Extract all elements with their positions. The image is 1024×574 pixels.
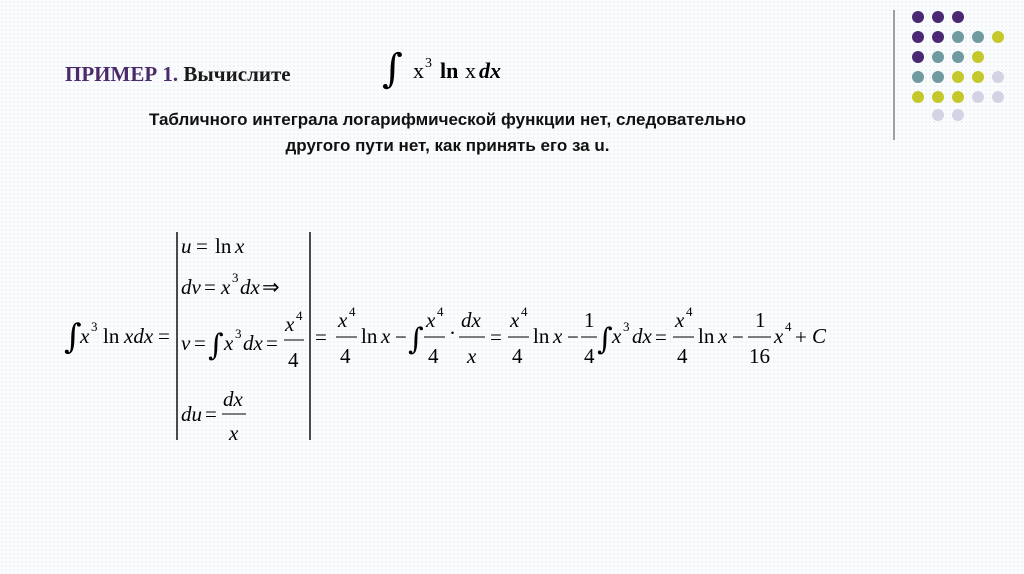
math-u: u <box>181 234 192 258</box>
math-sixteen: 16 <box>749 344 770 368</box>
math-x: x <box>224 331 234 355</box>
math-exp: 4 <box>785 319 792 334</box>
math-exp: 3 <box>235 326 242 341</box>
math-eq: = <box>315 325 327 349</box>
math-eq: = <box>490 325 502 349</box>
math-exp: 3 <box>623 319 630 334</box>
math-x: x <box>510 308 520 332</box>
math-exp: 3 <box>91 319 98 334</box>
math-four: 4 <box>340 344 351 368</box>
header-base-x: x <box>413 58 424 83</box>
math-x: x <box>221 275 231 299</box>
header-ln: ln <box>440 58 459 83</box>
math-exp: 4 <box>437 304 444 319</box>
math-ln: ln <box>533 324 550 348</box>
math-exp: 4 <box>521 304 528 319</box>
math-xdx: xdx <box>124 324 154 348</box>
math-plus: + <box>795 325 807 349</box>
math-v: v <box>181 331 191 355</box>
math-minus: − <box>395 325 407 349</box>
math-four: 4 <box>512 344 523 368</box>
integral-sign: ∫ <box>597 322 613 357</box>
math-x: x <box>553 324 563 348</box>
math-eq: = <box>196 234 208 258</box>
math-ln: ln <box>103 324 120 348</box>
math-exp: 4 <box>686 304 693 319</box>
math-x: x <box>612 324 622 348</box>
integral-sign: ∫ <box>208 328 224 363</box>
math-eq: = <box>655 325 667 349</box>
header-exponent: 3 <box>425 56 432 71</box>
math-x: x <box>381 324 391 348</box>
math-x: x <box>235 234 245 258</box>
math-one: 1 <box>755 308 766 332</box>
math-eq: = <box>204 275 216 299</box>
description-line-1: Табличного интеграла логарифмической функции нет, следовательно <box>148 110 746 129</box>
math-eq: = <box>158 324 170 348</box>
math-x: x <box>338 308 348 332</box>
math-constant-c: C <box>812 324 827 348</box>
math-ln: ln <box>215 234 232 258</box>
math-dot: · <box>449 321 456 345</box>
math-du: du <box>181 402 202 426</box>
math-one: 1 <box>584 308 595 332</box>
math-dx: dx <box>243 331 263 355</box>
math-x: x <box>426 308 436 332</box>
math-dx: dx <box>632 324 652 348</box>
compute-label: Вычислите <box>183 62 291 86</box>
header-dx: dx <box>479 58 501 83</box>
math-x: x <box>467 344 477 368</box>
math-eq: = <box>194 331 206 355</box>
math-minus: − <box>567 325 579 349</box>
description-line-2: другого пути нет, как принять его за u. <box>285 136 610 155</box>
math-implies: ⇒ <box>262 275 280 299</box>
math-eq: = <box>205 402 217 426</box>
math-ln: ln <box>361 324 378 348</box>
header-var: x <box>465 58 476 83</box>
math-x: x <box>229 421 239 445</box>
math-ln: ln <box>698 324 715 348</box>
math-exp: 4 <box>296 308 303 323</box>
math-dv: dv <box>181 275 201 299</box>
math-eq: = <box>266 331 278 355</box>
math-four: 4 <box>677 344 688 368</box>
example-label: ПРИМЕР 1. <box>65 62 179 86</box>
math-x: x <box>80 324 90 348</box>
math-x: x <box>675 308 685 332</box>
math-dx: dx <box>240 275 260 299</box>
math-four: 4 <box>288 348 299 372</box>
integral-sign: ∫ <box>64 317 82 357</box>
math-minus: − <box>732 325 744 349</box>
math-four: 4 <box>428 344 439 368</box>
integral-sign: ∫ <box>382 46 403 92</box>
math-x: x <box>718 324 728 348</box>
math-dx: dx <box>223 387 243 411</box>
integral-sign: ∫ <box>408 322 424 357</box>
math-x: x <box>285 312 295 336</box>
math-exp: 3 <box>232 270 239 285</box>
math-x: x <box>774 324 784 348</box>
math-four: 4 <box>584 344 595 368</box>
math-dx: dx <box>461 308 481 332</box>
math-exp: 4 <box>349 304 356 319</box>
